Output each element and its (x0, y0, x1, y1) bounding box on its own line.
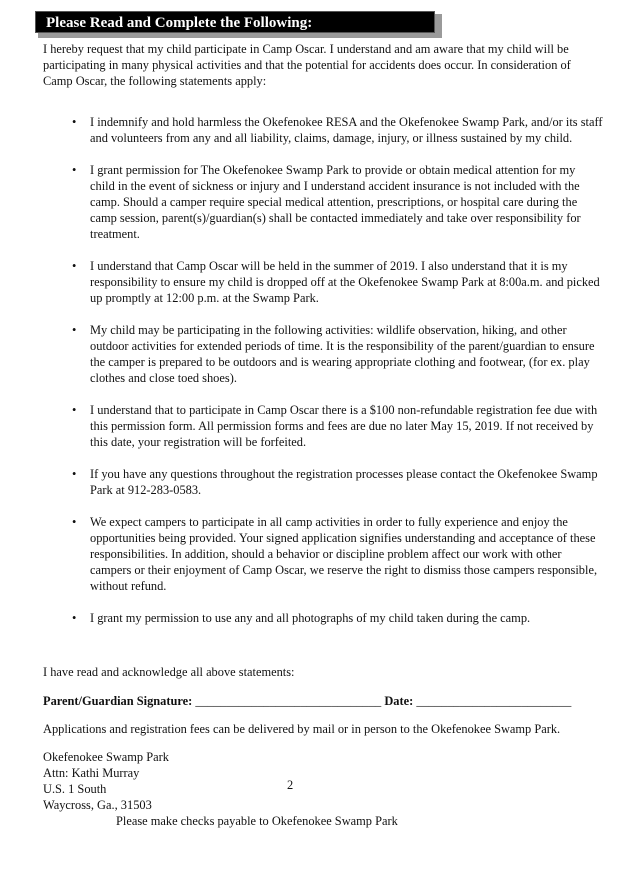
bullet-icon: • (72, 323, 77, 337)
address-line: U.S. 1 South (43, 782, 107, 796)
list-item (72, 114, 603, 146)
list-item (72, 466, 603, 498)
bullet-icon: • (72, 163, 77, 177)
mailing-address (43, 749, 608, 813)
address-line: Okefenokee Swamp Park (43, 750, 169, 764)
bullet-icon: • (72, 611, 77, 625)
list-item (72, 514, 603, 594)
list-item (72, 162, 603, 242)
address-line: Attn: Kathi Murray (43, 766, 140, 780)
bullet-icon: • (72, 259, 77, 273)
list-item-text: If you have any questions throughout the registration processes please contact the Okefenokee Swamp Park at 912-283-0583. (90, 467, 598, 497)
date-label: Date: (384, 694, 414, 708)
list-item-text: I understand that Camp Oscar will be held in the summer of 2019. I also understand that it is my responsibility to ensure my child is dropped off at the Okefenokee Swamp Park at 8:00a.m. and picked up promptly at 12:00 p.m. at the Swamp Park. (90, 259, 600, 305)
list-item (72, 322, 603, 386)
bullet-icon: • (72, 467, 77, 481)
list-item (72, 258, 603, 306)
signature-label: Parent/Guardian Signature: (43, 694, 193, 708)
bullet-icon: • (72, 115, 77, 129)
list-item-text: I understand that to participate in Camp Oscar there is a $100 non-refundable registration fee due with this permission form. All permission forms and fees are due no later May 15, 2019. If not received by this date, your registration will be forfeited. (90, 403, 598, 449)
bullet-icon: • (72, 403, 77, 417)
acknowledge-text: I have read and acknowledge all above statements: (43, 665, 295, 679)
section-header: Please Read and Complete the Following: (35, 11, 435, 33)
statements-list (43, 114, 608, 626)
list-item-text: My child may be participating in the following activities: wildlife observation, hiking, and other outdoor activities for extended periods of time. It is the responsibility of the parent/guardian to ensure the camper is prepared to be outdoors and is wearing appropriate clothing and footwear, (for ex. play clothes and close toed shoes). (90, 323, 595, 385)
delivery-text: Applications and registration fees can be delivered by mail or in person to the Okefenokee Swamp Park. (43, 722, 561, 736)
list-item-text: I indemnify and hold harmless the Okefenokee RESA and the Okefenokee Swamp Park, and/or its staff and volunteers from any and all liability, claims, damage, injury, or illness sustained by my child. (90, 115, 603, 145)
address-line: Waycross, Ga., 31503 (43, 798, 152, 812)
list-item (72, 402, 603, 450)
list-item-text: I grant permission for The Okefenokee Swamp Park to provide or obtain medical attention for my child in the event of sickness or injury and I understand accident insurance is not included with the camp. Should a camper require special medical attention, prescriptions, or hospital care during the camp session, parent(s)/guardian(s) shall be contacted immediately and take over responsibility for treatment. (90, 163, 581, 241)
checks-note: Please make checks payable to Okefenokee Swamp Park (116, 814, 398, 828)
page-number: 2 (287, 778, 294, 792)
bullet-icon: • (72, 515, 77, 529)
list-item (72, 610, 603, 626)
date-field[interactable]: _________________________ (416, 694, 572, 708)
list-item-text: I grant my permission to use any and all photographs of my child taken during the camp. (90, 611, 531, 625)
signature-field[interactable]: ______________________________ (195, 694, 382, 708)
signature-row (43, 693, 608, 709)
list-item-text: We expect campers to participate in all camp activities in order to fully experience and enjoy the opportunities being provided. Your signed application signifies understanding and acceptance of these responsibilities. In addition, should a behavior or discipline problem affect our work with other campers or their enjoyment of Camp Oscar, we reserve the right to dismiss those campers responsible, without refund. (90, 515, 598, 593)
intro-paragraph: I hereby request that my child participate in Camp Oscar. I understand and am aware that my child will be participating in many physical activities and that the potential for accidents does occur. In consideration of Camp Oscar, the following statements apply: (43, 42, 571, 88)
